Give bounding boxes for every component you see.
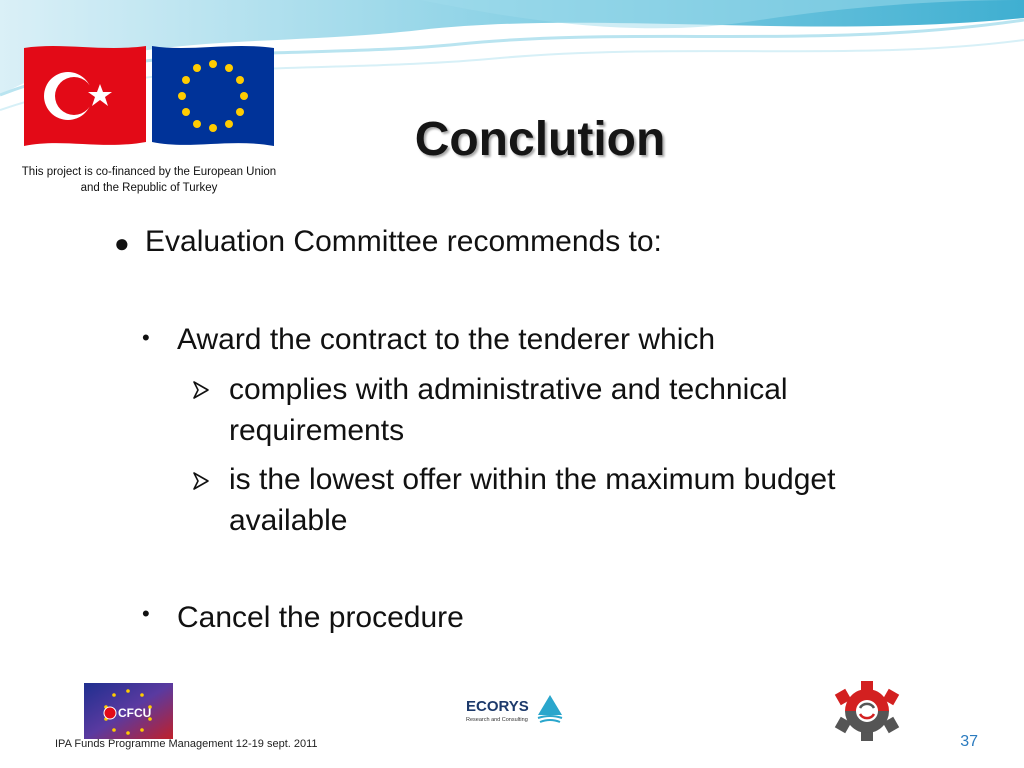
cfcu-logo-icon xyxy=(84,683,173,739)
page-number: 37 xyxy=(960,733,978,750)
cfcu-logo-text: CFCU xyxy=(118,706,152,720)
ecorys-logo-name: ECORYS xyxy=(466,698,529,715)
gear-logo-icon xyxy=(826,678,908,744)
bullet-small-dot-icon: • xyxy=(142,325,150,350)
arrow-bullet-icon xyxy=(192,380,210,400)
ecorys-logo-sub: Research and Consulting xyxy=(466,717,528,723)
bullet-level3-lowest-line1: is the lowest offer within the maximum budget xyxy=(229,463,836,496)
arrow-bullet-icon xyxy=(192,471,210,491)
bullet-level1-text: Evaluation Committee recommends to: xyxy=(145,225,662,258)
eu-flag-icon xyxy=(150,42,276,150)
bullet-level2-award: Award the contract to the tenderer which xyxy=(177,323,716,356)
bullet-level3-complies-line2: requirements xyxy=(229,414,405,447)
footer-text: IPA Funds Programme Management 12-19 sept. 2011 xyxy=(55,738,318,750)
slide-title: Conclution xyxy=(414,113,666,166)
bullet-small-dot-icon: • xyxy=(142,601,150,626)
turkey-flag-icon xyxy=(22,42,148,150)
bullet-level2-cancel: Cancel the procedure xyxy=(177,601,464,634)
bullet-level3-lowest-line2: available xyxy=(229,504,348,537)
cofinance-caption: This project is co-financed by the European Union and the Republic of Turkey xyxy=(21,166,277,194)
ecorys-logo-icon xyxy=(462,683,568,735)
bullet-level3-complies-line1: complies with administrative and technical xyxy=(229,373,788,406)
bullet-dot-icon: ● xyxy=(114,228,130,258)
